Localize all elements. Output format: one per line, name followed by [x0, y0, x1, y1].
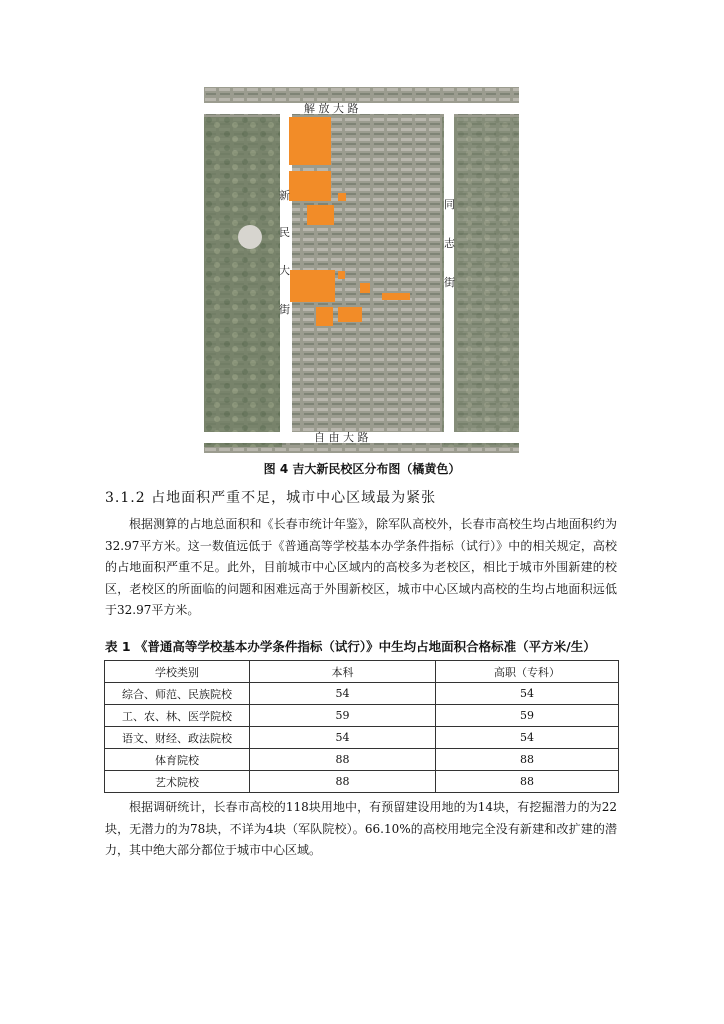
cell-school-type: 体育院校: [105, 749, 250, 771]
cell-school-type: 综合、师范、民族院校: [105, 683, 250, 705]
table-row: [105, 705, 619, 727]
table-header-row: [105, 661, 619, 683]
paragraph-2: 根据调研统计，长春市高校的118块用地中，有预留建设用地的为14块，有挖掘潜力的为22块，无潜力的为78块，不详为4块（军队院校）。66.10%的高校用地完全没有新建和改扩建的潜力，其中绝大部分都位于城市中心区域。: [105, 800, 617, 857]
cell-school-type: 语文、财经、政法院校: [105, 727, 250, 749]
campus-block: [382, 293, 410, 300]
table-row: [105, 771, 619, 793]
cell-school-type: 艺术院校: [105, 771, 250, 793]
road-label-east-3: 街: [444, 276, 455, 289]
campus-block: [360, 283, 370, 293]
campus-block: [338, 271, 345, 279]
cell-school-type: 工、农、林、医学院校: [105, 705, 250, 727]
road-label-south: 自 由 大 路: [314, 431, 369, 444]
campus-distribution-map: [204, 87, 519, 453]
cell-undergraduate: 88: [250, 749, 436, 771]
campus-block: [316, 307, 333, 326]
campus-block: [290, 270, 335, 302]
road-label-west-3: 大: [279, 264, 290, 277]
road-label-west-1: 新: [279, 189, 290, 202]
table-row: [105, 727, 619, 749]
cell-undergraduate: 88: [250, 771, 436, 793]
header-vocational: 高职（专科）: [436, 661, 619, 683]
cell-vocational: 88: [436, 771, 619, 793]
road-north: [204, 103, 519, 114]
header-undergraduate: 本科: [250, 661, 436, 683]
road-label-west-2: 民: [279, 226, 290, 239]
road-label-north: 解 放 大 路: [304, 102, 359, 115]
cell-vocational: 54: [436, 683, 619, 705]
west-district: [204, 117, 282, 447]
campus-block: [338, 193, 346, 201]
cell-undergraduate: 54: [250, 727, 436, 749]
campus-block: [307, 205, 334, 225]
road-label-east-2: 志: [444, 237, 455, 250]
campus-block: [289, 117, 331, 165]
stadium: [238, 225, 262, 249]
road-east: [444, 103, 454, 443]
cell-undergraduate: 59: [250, 705, 436, 727]
cell-undergraduate: 54: [250, 683, 436, 705]
cell-vocational: 54: [436, 727, 619, 749]
road-label-east-1: 同: [444, 198, 455, 211]
campus-block: [338, 307, 362, 322]
road-label-west-4: 街: [279, 303, 290, 316]
table-row: [105, 683, 619, 705]
map-svg: [204, 87, 519, 453]
cell-vocational: 59: [436, 705, 619, 727]
table-title: 表 1 《普通高等学校基本办学条件指标（试行）》中生均占地面积合格标准（平方米/生）: [105, 639, 596, 654]
campus-block: [289, 171, 331, 201]
figure-caption: 图 4 吉大新民校区分布图（橘黄色）: [263, 462, 461, 476]
section-heading: 3.1.2 占地面积严重不足，城市中心区域最为紧张: [105, 490, 437, 506]
header-school-type: 学校类别: [105, 661, 250, 683]
table-row: [105, 749, 619, 771]
standards-table: [104, 660, 619, 793]
cell-vocational: 88: [436, 749, 619, 771]
paragraph-1: 根据测算的占地总面积和《长春市统计年鉴》，除军队高校外，长春市高校生均占地面积约为32.97平方米。这一数值远低于《普通高等学校基本办学条件指标（试行）》中的相关规定，高校的占地面积严重不足。此外，目前城市中心区域内的高校多为老校区，相比于城市外围新建的校区，老校区的所面临的问题和困难远高于外围新校区，城市中心区域内高校的生均占地面积远低于32.97平方米。: [105, 517, 617, 617]
